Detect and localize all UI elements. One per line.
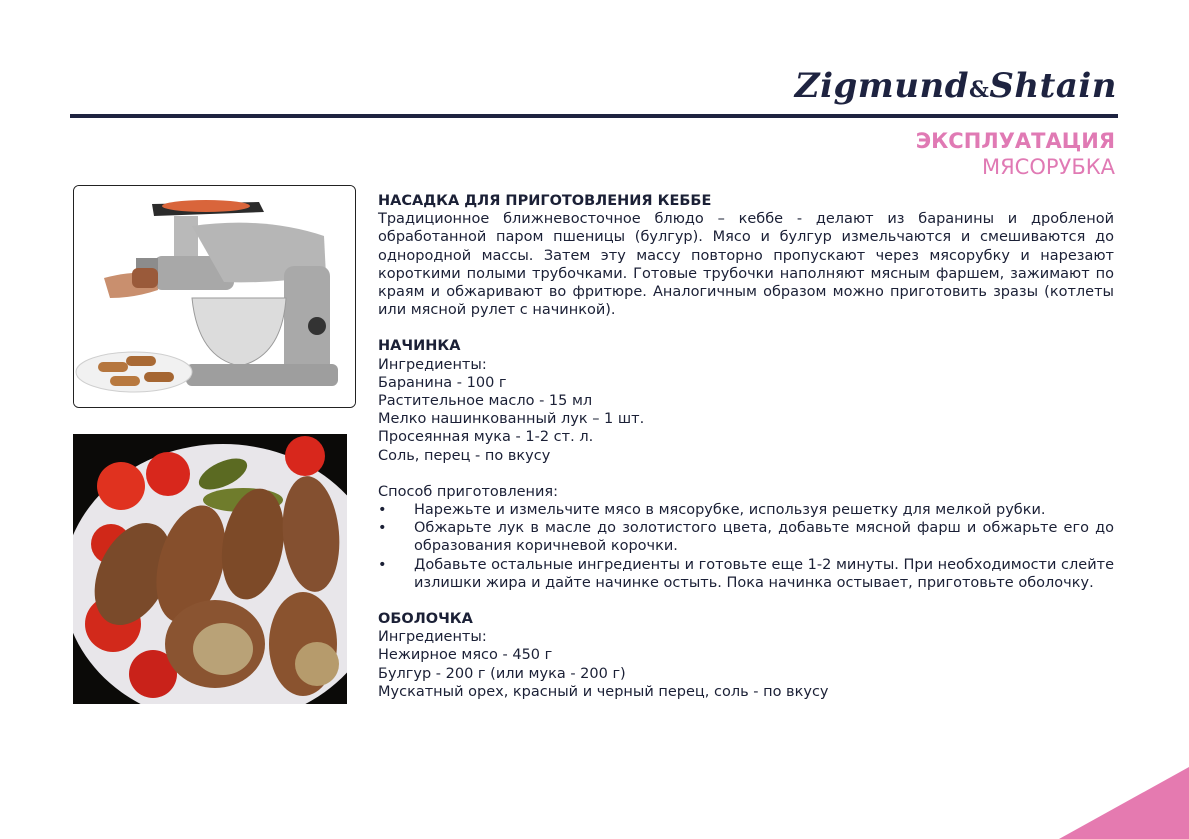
mixer-illustration (74, 186, 355, 407)
shell-ingredients-label: Ингредиенты: (378, 629, 487, 646)
section-subheading: МЯСОРУБКА (981, 155, 1115, 179)
bullet-icon: • (378, 520, 387, 537)
header-rule (70, 114, 1118, 118)
filling-heading: НАЧИНКА (378, 338, 461, 355)
section-heading: ЭКСПЛУАТАЦИЯ (915, 129, 1115, 153)
recipe-content (378, 192, 1114, 701)
bullet-icon: • (378, 502, 387, 519)
shell-ingredient: Мускатный орех, красный и черный перец, соль - по вкусу (378, 683, 829, 700)
method-step (378, 501, 1114, 519)
kebbe-heading: НАСАДКА ДЛЯ ПРИГОТОВЛЕНИЯ КЕББЕ (378, 193, 712, 209)
brand-name-2: Shtain (989, 66, 1117, 106)
bullet-icon: • (378, 556, 387, 573)
shell-ingredient: Нежирное мясо - 450 г (378, 647, 553, 664)
filling-ingredient: Мелко нашинкованный лук – 1 шт. (378, 411, 645, 428)
method-step-text: Обжарьте лук в масле до золотистого цвета, добавьте мясной фарш и обжарьте его до образования коричневой корочки. (414, 520, 1114, 555)
mixer-photo (73, 185, 356, 408)
filling-ingredient: Просеянная мука - 1-2 ст. л. (378, 429, 594, 446)
corner-decoration (1059, 767, 1189, 839)
shell-heading: ОБОЛОЧКА (378, 611, 473, 628)
brand-name-1: Zigmund (794, 66, 969, 106)
method-steps (378, 501, 1114, 592)
method-step (378, 519, 1114, 555)
filling-ingredient: Соль, перец - по вкусу (378, 447, 551, 464)
kebbe-illustration (73, 434, 347, 704)
section-title (916, 128, 1115, 180)
method-step (378, 556, 1114, 592)
method-step-text: Добавьте остальные ингредиенты и готовьте еще 1-2 минуты. При необходимости слейте излишки жира и дайте начинке остыть. Пока начинка остывает, приготовьте оболочку. (414, 556, 1114, 591)
filling-ingredients-label: Ингредиенты: (378, 356, 487, 373)
filling-ingredient: Баранина - 100 г (378, 374, 507, 391)
brand-ampersand: & (968, 77, 990, 103)
kebbe-description: Традиционное ближневосточное блюдо – кеббе - делают из баранины и дробленой обработанной паром пшеницы (булгур). Мясо и булгур измельчаются и смешиваются до однородной массы. Затем эту массу повторно пропускают через мясорубку и нарезают короткими полыми трубочками. Готовые трубочки наполняют мясным фаршем, зажимают по краям и обжаривают во фритюре. Аналогичным образом можно приготовить зразы (котлеты или мясной рулет с начинкой). (378, 211, 1114, 319)
method-label: Способ приготовления: (378, 483, 559, 500)
shell-ingredient: Булгур - 200 г (или мука - 200 г) (378, 665, 626, 682)
kebbe-photo (73, 434, 347, 704)
filling-ingredient: Растительное масло - 15 мл (378, 393, 593, 410)
method-step-text: Нарежьте и измельчите мясо в мясорубке, используя решетку для мелкой рубки. (414, 502, 1046, 519)
brand-logo (795, 66, 1117, 106)
